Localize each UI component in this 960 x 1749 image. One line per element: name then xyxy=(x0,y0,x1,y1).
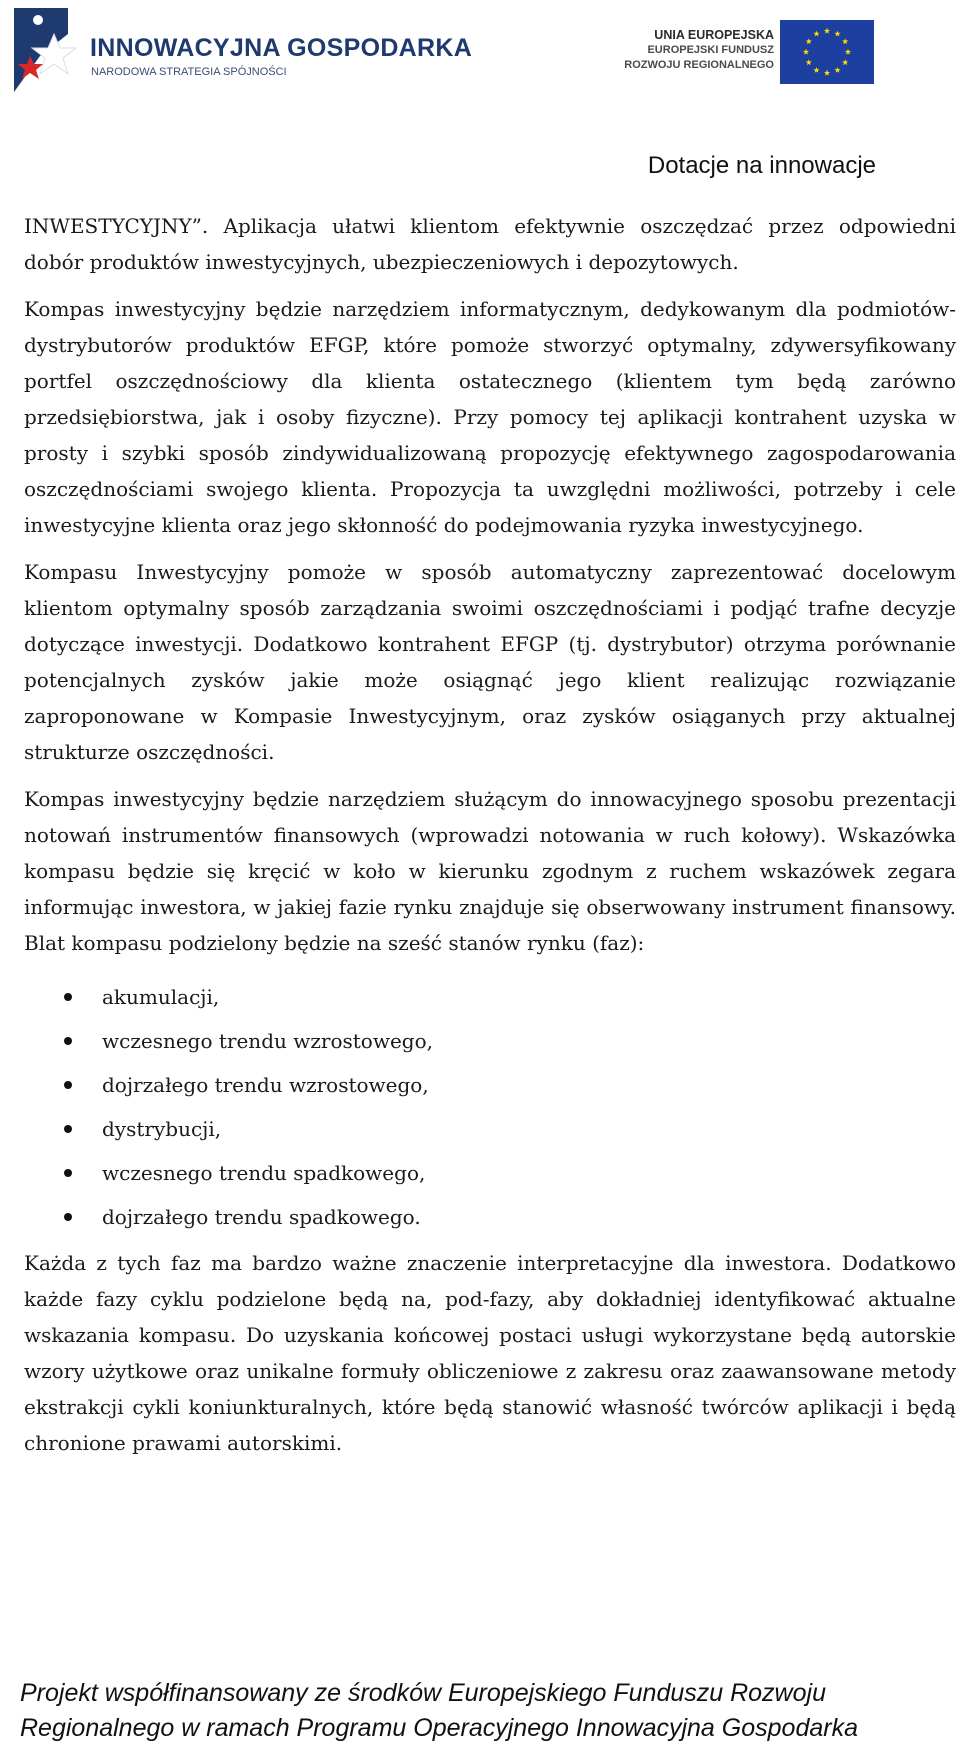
paragraph-compass-description: Kompas inwestycyjny będzie narzędziem informatycznym, dedykowanym dla podmiotów-dystrybutorów produktów EFGP, które pomoże stworzyć optymalny, zdywersyfikowany portfel oszczędnościowy dla klienta ostatecznego (klientem tym będą zarówno przedsiębiorstwa, jak i osoby fizyczne). Przy pomocy tej aplikacji kontrahent uzyska w prosty i szybki sposób zindywidualizowaną propozycję efektywnego zagospodarowania oszczędnościami swojego klienta. Propozycja ta uwzględni możliwości, potrzeby i cele inwestycyjne klienta oraz jego skłonność do podejmowania ryzyka inwestycyjnego. xyxy=(24,297,956,537)
bullet-icon xyxy=(64,1125,72,1133)
footer-line1: Projekt współfinansowany ze środków Europejskiego Funduszu Rozwoju xyxy=(20,1679,826,1707)
list-item xyxy=(24,1019,956,1063)
list-item xyxy=(24,1107,956,1151)
eu-logo-line3: ROZWOJU REGIONALNEGO xyxy=(624,59,774,71)
list-item xyxy=(24,1151,956,1195)
document-body xyxy=(24,208,956,1461)
paragraph-compass-benefits: Kompasu Inwestycyjny pomoże w sposób automatyczny zaprezentować docelowym klientom optymalny sposób zarządzania swoimi oszczędnościami i podjąć trafne decyzje dotyczące inwestycji. Dodatkowo kontrahent EFGP (tj. dystrybutor) otrzyma porównanie potencjalnych zysków jakie może osiągnąć jego klient realizując rozwiązanie zaproponowane w Kompasie Inwestycyjnym, oraz zysków osiąganych przy aktualnej strukturze oszczędności. xyxy=(24,560,956,764)
footer-line2: Regionalnego w ramach Programu Operacyjnego Innowacyjna Gospodarka xyxy=(20,1714,858,1742)
market-phases-list xyxy=(24,975,956,1239)
cofinancing-footer xyxy=(20,1676,950,1746)
eu-logo-line1: UNIA EUROPEJSKA xyxy=(654,28,774,42)
phase-label: dojrzałego trendu spadkowego. xyxy=(102,1205,421,1229)
eu-logo-text xyxy=(624,28,774,73)
list-item xyxy=(24,975,956,1019)
document-header-title: Dotacje na innowacje xyxy=(647,152,876,179)
program-logo-title: INNOWACYJNA GOSPODARKA xyxy=(90,34,473,62)
program-logo-subtitle: NARODOWA STRATEGIA SPÓJNOŚCI xyxy=(91,66,287,78)
paragraph-intro: INWESTYCYJNY”. Aplikacja ułatwi klientom efektywnie oszczędzać przez odpowiedni dobór produktów inwestycyjnych, ubezpieczeniowych i depozytowych. xyxy=(24,214,956,274)
bullet-icon xyxy=(64,1169,72,1177)
eu-erdf-logo xyxy=(612,16,874,86)
eu-flag-icon xyxy=(780,20,874,84)
program-star-emblem-icon xyxy=(10,4,84,94)
phase-label: wczesnego trendu spadkowego, xyxy=(102,1161,426,1185)
bullet-icon xyxy=(64,993,72,1001)
phase-label: akumulacji, xyxy=(102,985,220,1009)
eu-logo-line2: EUROPEJSKI FUNDUSZ xyxy=(647,44,774,56)
list-item xyxy=(24,1195,956,1239)
innowacyjna-gospodarka-logo xyxy=(10,4,473,96)
phase-label: wczesnego trendu wzrostowego, xyxy=(102,1029,433,1053)
bullet-icon xyxy=(64,1081,72,1089)
phase-label: dojrzałego trendu wzrostowego, xyxy=(102,1073,429,1097)
bullet-icon xyxy=(64,1213,72,1221)
paragraph-compass-presentation: Kompas inwestycyjny będzie narzędziem służącym do innowacyjnego sposobu prezentacji notowań instrumentów finansowych (wprowadzi notowania w ruch kołowy). Wskazówka kompasu będzie się kręcić w koło w kierunku zgodnym z ruchem wskazówek zegara informując inwestora, w jakiej fazie rynku znajduje się obserwowany instrument finansowy. Blat kompasu podzielony będzie na sześć stanów rynku (faz): xyxy=(24,787,956,955)
paragraph-phase-interpretation: Każda z tych faz ma bardzo ważne znaczenie interpretacyjne dla inwestora. Dodatkowo każde fazy cyklu podzielone będą na, pod-fazy, aby dokładniej identyfikować aktualne wskazania kompasu. Do uzyskania końcowej postaci usługi wykorzystane będą autorskie wzory użytkowe oraz unikalne formuły obliczeniowe z zakresu oraz zaawansowane metody ekstrakcji cykli koniunkturalnych, które będą stanowić własność twórców aplikacji i będą chronione prawami autorskimi. xyxy=(24,1251,956,1455)
phase-label: dystrybucji, xyxy=(102,1117,222,1141)
list-item xyxy=(24,1063,956,1107)
bullet-icon xyxy=(64,1037,72,1045)
